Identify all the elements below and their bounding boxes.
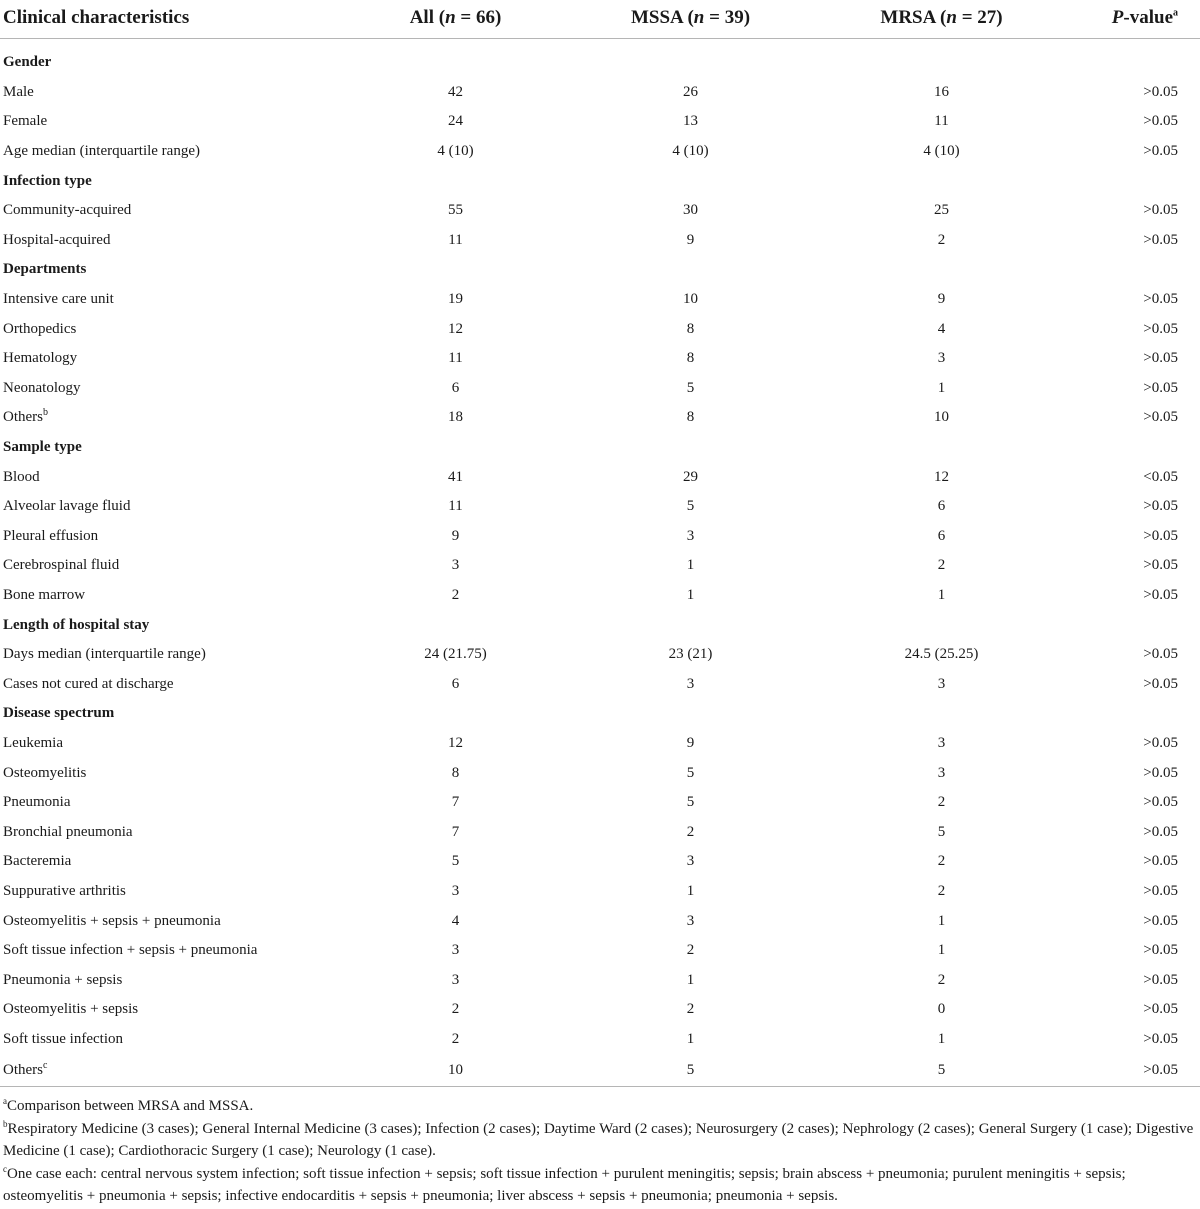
section-row [0, 610, 1200, 640]
cell-all: 11 [448, 231, 463, 248]
cell-all: 4 [451, 912, 460, 929]
header-mrsa-prefix: MRSA ( [880, 7, 947, 28]
row-label [0, 403, 345, 433]
cell-p-value: >0.05 [1143, 646, 1178, 663]
row-label [0, 374, 345, 404]
cell-mrsa: 3 [937, 350, 946, 367]
row-label-text: Soft tissue infection + sepsis + pneumonia [3, 942, 258, 959]
row-label [0, 462, 345, 492]
row-label-text: Cases not cured at discharge [3, 675, 174, 692]
cell-p-value: <0.05 [1143, 468, 1178, 485]
cell-mssa: 29 [683, 468, 698, 485]
cell-mssa: 1 [686, 1030, 695, 1047]
row-label-text: Bacteremia [3, 853, 72, 870]
cell-all: 10 [345, 1054, 567, 1087]
header-row [0, 0, 1200, 39]
header-spacer [0, 39, 1200, 49]
row-label-text: Pneumonia + sepsis [3, 971, 123, 988]
row-label-text: Soft tissue infection [3, 1030, 123, 1047]
row-label-text: Days median (interquartile range) [3, 646, 206, 663]
row-label [0, 581, 345, 611]
cell-mrsa: 1 [937, 379, 946, 396]
section-heading: Infection type [3, 172, 92, 189]
cell-mrsa: 2 [937, 853, 946, 870]
cell-all: 11 [448, 498, 463, 515]
cell-mssa: 5 [567, 1054, 815, 1087]
cell-p-value: >0.05 [1143, 1001, 1178, 1018]
cell-p-value: >0.05 [1143, 912, 1178, 929]
cell-mrsa: 2 [937, 231, 946, 248]
cell-mssa: 1 [686, 882, 695, 899]
cell-mssa: 4 (10) [672, 143, 709, 160]
section-heading: Disease spectrum [3, 705, 115, 722]
cell-mssa: 9 [686, 734, 695, 751]
footnote-text: Respiratory Medicine (3 cases); General Internal Medicine (3 cases); Infection (2 cases); Daytime Ward (2 cases); Neurosurgery (2 cases); Nephrology (2 cases); General Surgery (1 case); Digestive Medicine (1 case); Cardiothoracic Surgery (1 case); Neurology (1 case). [3, 1120, 1194, 1160]
row-label-text: Cerebrospinal fluid [3, 557, 120, 574]
cell-mssa: 1 [686, 557, 695, 574]
section-row [0, 166, 1200, 196]
header-all-suffix: = 66) [455, 7, 502, 28]
cell-mrsa: 3 [937, 675, 946, 692]
footnote-mark: c [3, 1163, 7, 1174]
cell-all: 7 [451, 823, 460, 840]
table-row [0, 1025, 1200, 1055]
row-label [0, 314, 345, 344]
table-row [0, 492, 1200, 522]
row-label-text: Hematology [3, 350, 78, 367]
cell-p-value: >0.05 [1143, 202, 1178, 219]
row-label-text: Leukemia [3, 734, 63, 751]
section-heading: Sample type [3, 439, 82, 456]
table-row [0, 581, 1200, 611]
row-label [0, 285, 345, 315]
cell-all: 4 (10) [437, 143, 474, 160]
cell-p-value: >0.05 [1143, 527, 1178, 544]
cell-mssa: 3 [686, 675, 695, 692]
cell-p-value: >0.05 [1143, 143, 1178, 160]
row-label-text: Osteomyelitis + sepsis [3, 1001, 139, 1018]
table-row [0, 551, 1200, 581]
header-mrsa-n: n [946, 7, 957, 28]
cell-mssa: 9 [686, 231, 695, 248]
table-row [0, 137, 1200, 167]
cell-mssa: 2 [686, 1001, 695, 1018]
cell-mrsa: 16 [934, 83, 949, 100]
header-mssa [567, 0, 815, 39]
cell-p-value: >0.05 [1143, 379, 1178, 396]
cell-p-value: >0.05 [1143, 675, 1178, 692]
cell-mrsa: 24.5 (25.25) [904, 646, 979, 663]
header-p-rest: -value [1123, 7, 1173, 28]
row-label [0, 788, 345, 818]
cell-all: 2 [451, 1001, 460, 1018]
table-row [0, 847, 1200, 877]
header-mssa-suffix: = 39) [704, 7, 751, 28]
table-row [0, 107, 1200, 137]
footnote-mark: b [3, 1118, 8, 1129]
row-label [0, 137, 345, 167]
row-label [0, 344, 345, 374]
section-row [0, 433, 1200, 463]
cell-mrsa: 2 [937, 794, 946, 811]
cell-all: 24 [448, 113, 463, 130]
row-label [0, 936, 345, 966]
header-p-value [1069, 0, 1200, 39]
row-label [0, 877, 345, 907]
cell-p-value: >0.05 [1143, 83, 1178, 100]
cell-all: 19 [448, 291, 463, 308]
cell-all: 2 [451, 1030, 460, 1047]
cell-mssa: 5 [686, 794, 695, 811]
cell-all: 7 [451, 794, 460, 811]
cell-p-value: >0.05 [1143, 409, 1178, 426]
table-header [0, 0, 1200, 48]
cell-mssa: 13 [683, 113, 698, 130]
cell-all: 6 [451, 675, 460, 692]
header-mssa-prefix: MSSA ( [630, 7, 694, 28]
cell-mssa: 2 [686, 823, 695, 840]
row-label-text: Suppurative arthritis [3, 882, 126, 899]
row-label-text: Hospital-acquired [3, 231, 111, 248]
cell-p-value: >0.05 [1143, 498, 1178, 515]
header-mssa-n: n [693, 7, 705, 28]
cell-mrsa: 25 [934, 202, 949, 219]
cell-p-value: >0.05 [1143, 231, 1178, 248]
row-label [0, 906, 345, 936]
row-label-text: Age median (interquartile range) [3, 143, 200, 160]
row-label [0, 847, 345, 877]
cell-p-value: >0.05 [1143, 320, 1178, 337]
row-label-text: Community-acquired [3, 202, 132, 219]
table-row [0, 906, 1200, 936]
table-row [0, 314, 1200, 344]
cell-p-value: >0.05 [1143, 794, 1178, 811]
table-row [0, 226, 1200, 256]
cell-mrsa: 6 [937, 527, 946, 544]
header-p-footnote-mark: a [1173, 7, 1178, 19]
cell-mssa: 8 [686, 350, 695, 367]
row-label [0, 522, 345, 552]
row-label [0, 817, 345, 847]
table-row [0, 936, 1200, 966]
cell-mrsa: 4 (10) [923, 143, 960, 160]
row-label-text: Osteomyelitis + sepsis + pneumonia [3, 912, 221, 929]
footnote-text: Comparison between MRSA and MSSA. [7, 1098, 254, 1115]
row-label-text: Others [3, 1061, 43, 1078]
cell-mrsa: 12 [934, 468, 949, 485]
cell-p-value: >0.05 [1143, 853, 1178, 870]
cell-mrsa: 6 [937, 498, 946, 515]
cell-p-value: >0.05 [1143, 734, 1178, 751]
row-label [0, 107, 345, 137]
cell-mssa: 1 [686, 586, 695, 603]
cell-mssa: 5 [686, 498, 695, 515]
footnote [0, 1095, 1200, 1118]
table-row [0, 1054, 1200, 1087]
row-label [0, 1025, 345, 1055]
header-mrsa-suffix: = 27) [956, 7, 1003, 28]
cell-all: 3 [451, 882, 460, 899]
cell-mssa: 30 [683, 202, 698, 219]
row-label-text: Osteomyelitis [3, 764, 87, 781]
cell-mssa: 10 [683, 291, 698, 308]
table-row [0, 788, 1200, 818]
row-label [0, 995, 345, 1025]
table-row [0, 78, 1200, 108]
footnote-text: One case each: central nervous system infection; soft tissue infection + sepsis; soft tissue infection + purulent meningitis; sepsis; brain abscess + pneumonia; purulent meningitis + sepsis; osteomyelitis + pneumonia + sepsis; infective endocarditis + sepsis + pneumonia; liver abscess + sepsis + pneumonia; pneumonia + sepsis. [3, 1165, 1126, 1205]
table-row [0, 344, 1200, 374]
table-row [0, 285, 1200, 315]
footnotes [0, 1095, 1200, 1208]
row-label-text: Bronchial pneumonia [3, 823, 133, 840]
cell-mrsa: 1 [937, 942, 946, 959]
cell-all: 5 [451, 853, 460, 870]
spacer-cell [0, 39, 1200, 49]
table-row [0, 669, 1200, 699]
cell-all: 18 [448, 409, 463, 426]
cell-mrsa: 2 [937, 882, 946, 899]
cell-p-value: >0.05 [1143, 942, 1178, 959]
cell-all: 9 [451, 527, 460, 544]
table-row [0, 462, 1200, 492]
cell-mssa: 3 [686, 527, 695, 544]
cell-mssa: 5 [686, 764, 695, 781]
row-label-text: Pneumonia [3, 794, 71, 811]
row-label [0, 640, 345, 670]
section-row [0, 699, 1200, 729]
cell-all: 12 [448, 734, 463, 751]
header-all [345, 0, 567, 39]
cell-all: 2 [451, 586, 460, 603]
row-label [0, 78, 345, 108]
table-row [0, 995, 1200, 1025]
footnote [0, 1118, 1200, 1163]
cell-p-value: >0.05 [1143, 350, 1178, 367]
cell-mrsa: 2 [937, 557, 946, 574]
table-row [0, 640, 1200, 670]
cell-p-value: >0.05 [1143, 971, 1178, 988]
cell-mssa: 2 [686, 942, 695, 959]
cell-mrsa: 10 [934, 409, 949, 426]
table-row [0, 196, 1200, 226]
table-row [0, 403, 1200, 433]
cell-p-value: >0.05 [1143, 1030, 1178, 1047]
cell-mrsa: 1 [937, 586, 946, 603]
cell-mssa: 23 (21) [668, 646, 713, 663]
row-label-text: Others [3, 409, 43, 426]
cell-mrsa: 3 [937, 734, 946, 751]
row-label-text: Intensive care unit [3, 291, 114, 308]
table-row [0, 374, 1200, 404]
header-all-n: n [445, 7, 456, 28]
row-label-text: Blood [3, 468, 40, 485]
cell-mssa: 5 [686, 379, 695, 396]
cell-p-value: >0.05 [1143, 882, 1178, 899]
cell-p-value: >0.05 [1143, 823, 1178, 840]
cell-mrsa: 5 [937, 823, 946, 840]
cell-mssa: 26 [683, 83, 698, 100]
cell-p-value: >0.05 [1143, 113, 1178, 130]
row-label-text: Male [3, 83, 34, 100]
cell-p-value: >0.05 [1143, 557, 1178, 574]
footnote [0, 1163, 1200, 1208]
cell-mrsa: 2 [937, 971, 946, 988]
row-label [0, 196, 345, 226]
cell-mrsa: 1 [937, 1030, 946, 1047]
cell-all: 3 [451, 942, 460, 959]
footnote-mark: c [43, 1059, 48, 1071]
cell-mrsa: 11 [934, 113, 949, 130]
table-row [0, 965, 1200, 995]
cell-mrsa: 1 [937, 912, 946, 929]
cell-all: 55 [448, 202, 463, 219]
cell-all: 24 (21.75) [424, 646, 487, 663]
row-label-text: Bone marrow [3, 586, 86, 603]
cell-mssa: 3 [686, 912, 695, 929]
header-clinical-characteristics: Clinical characteristics [0, 0, 345, 39]
cell-mrsa: 5 [815, 1054, 1069, 1087]
section-row [0, 48, 1200, 78]
cell-mssa: 3 [686, 853, 695, 870]
section-heading: Gender [3, 54, 52, 71]
table-row [0, 877, 1200, 907]
cell-mssa: 8 [686, 409, 695, 426]
header-mrsa [815, 0, 1069, 39]
cell-mrsa: 0 [937, 1001, 946, 1018]
row-label [0, 965, 345, 995]
cell-p-value: >0.05 [1143, 586, 1178, 603]
cell-all: 8 [451, 764, 460, 781]
header-all-prefix: All ( [409, 7, 446, 28]
footnote-mark: a [3, 1096, 7, 1107]
cell-mrsa: 3 [937, 764, 946, 781]
cell-mssa: 1 [686, 971, 695, 988]
row-label-text: Orthopedics [3, 320, 77, 337]
footnote-mark: b [43, 407, 48, 419]
row-label [0, 669, 345, 699]
section-heading: Length of hospital stay [3, 616, 150, 633]
section-heading: Departments [3, 261, 87, 278]
cell-all: 3 [451, 557, 460, 574]
row-label [0, 492, 345, 522]
cell-p-value: >0.05 [1143, 764, 1178, 781]
table-row [0, 758, 1200, 788]
cell-all: 12 [448, 320, 463, 337]
header-p-italic: P [1111, 7, 1124, 28]
cell-all: 11 [448, 350, 463, 367]
cell-all: 41 [448, 468, 463, 485]
table-row [0, 817, 1200, 847]
row-label [0, 226, 345, 256]
cell-all: 6 [451, 379, 460, 396]
row-label-text: Pleural effusion [3, 527, 99, 544]
cell-mrsa: 4 [937, 320, 946, 337]
table-row [0, 729, 1200, 759]
cell-all: 3 [451, 971, 460, 988]
cell-mrsa: 9 [937, 291, 946, 308]
row-label [0, 551, 345, 581]
row-label [0, 1054, 345, 1087]
cell-mssa: 8 [686, 320, 695, 337]
cell-p-value: >0.05 [1143, 291, 1178, 308]
row-label-text: Alveolar lavage fluid [3, 498, 131, 515]
row-label-text: Female [3, 113, 48, 130]
row-label-text: Neonatology [3, 379, 81, 396]
table-body [0, 48, 1200, 1087]
cell-p-value: >0.05 [1069, 1054, 1200, 1087]
cell-all: 42 [448, 83, 463, 100]
row-label [0, 729, 345, 759]
table-row [0, 522, 1200, 552]
section-row [0, 255, 1200, 285]
row-label [0, 758, 345, 788]
